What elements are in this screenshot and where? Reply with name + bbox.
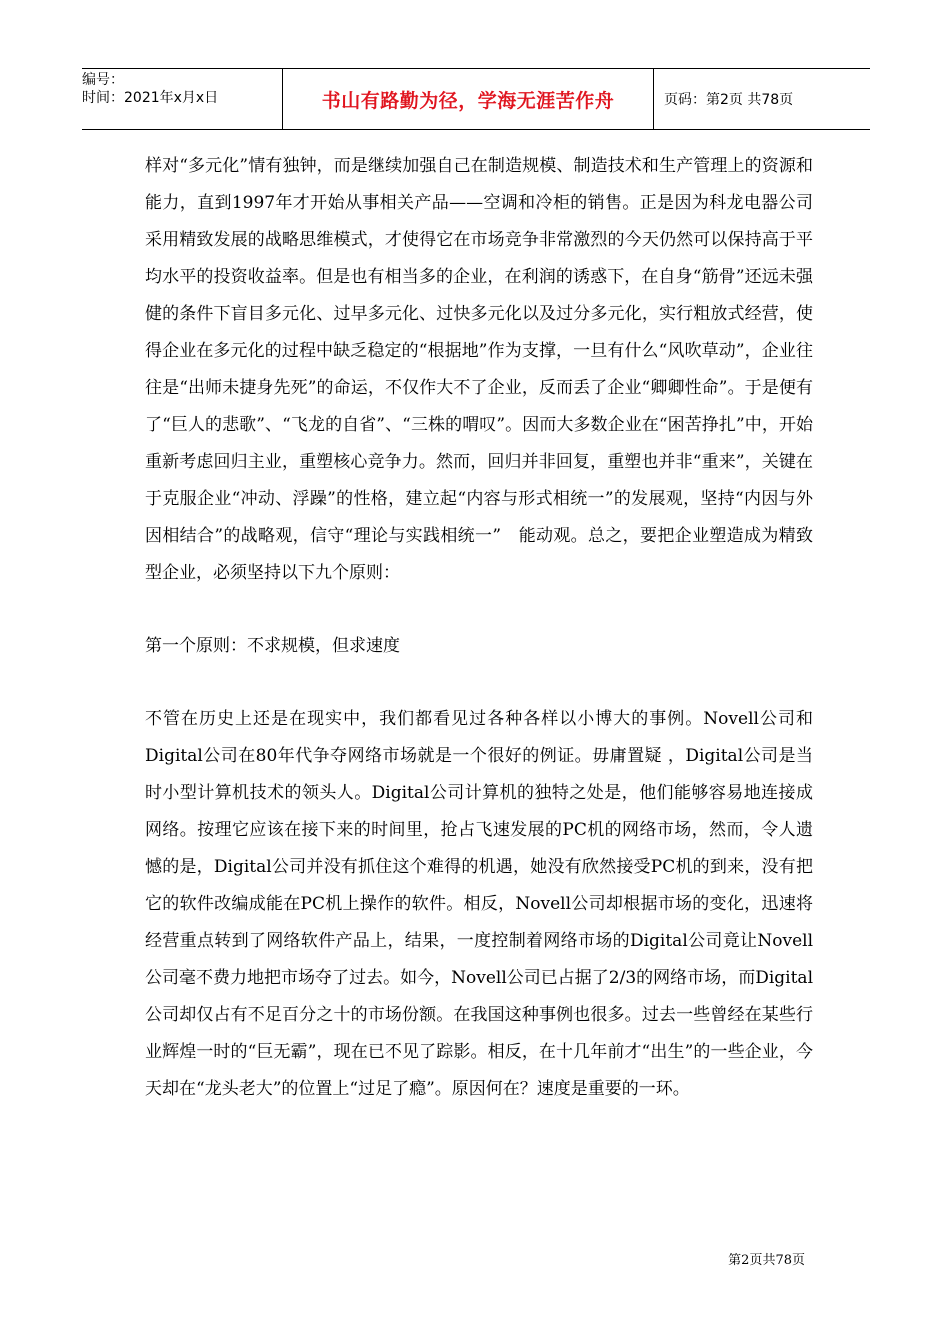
header-motto: 书山有路勤为径，学海无涯苦作舟	[321, 89, 615, 112]
document-time-label: 时间：2021年x月x日	[82, 90, 219, 106]
page-footer: 第2页共78页	[728, 1253, 805, 1268]
header-motto-cell	[282, 69, 654, 129]
page-header	[82, 68, 870, 130]
header-meta	[82, 69, 282, 129]
section-heading: 第一个原则：不求规模，但求速度	[145, 636, 400, 656]
document-body	[145, 148, 830, 1108]
paragraph-spacer	[145, 592, 813, 628]
body-paragraph: 不管在历史上还是在现实中，我们都看见过各种各样以小博大的事例。Novell公司和 Digital公司在80年代争夺网络市场就是一个很好的例证。毋庸置疑 ，Digital公司是当时小型计算机技术的领头人。Digital公司计算机的独特之处是，他们能够容易地连接成网络。按理它应该在接下来的时间里，抢占飞速发展的PC机的网络市场，然而，令人遗憾的是，Digital公司并没有抓住这个难得的机遇，她没有欣然接受PC机的到来，没有把它的软件改编成能在PC机上操作的软件。相反，Novell公司却根据市场的变化，迅速将经营重点转到了网络软件产品上，结果，一度控制着网络市场的Digital公司竟让Novell公司毫不费力地把市场夺了过去。如今，Novell公司已占据了2/3的网络市场，而Digital公司却仅占有不足百分之十的市场份额。在我国这种事例也很多。过去一些曾经在某些行业辉煌一时的“巨无霸”，现在已不见了踪影。相反，在十几年前才“出生”的一些企业，今天却在“龙头老大”的位置上“过足了瘾”。原因何在？速度是重要的一环。	[145, 709, 830, 1099]
header-page-number: 页码：第2页 共78页	[664, 92, 794, 108]
paragraph-spacer	[145, 665, 813, 701]
body-paragraph: 样对“多元化”情有独钟，而是继续加强自己在制造规模、制造技术和生产管理上的资源和能力，直到1997年才开始从事相关产品——空调和冷柜的销售。正是因为科龙电器公司采用精致发展的战略思维模式，才使得它在市场竞争非常激烈的今天仍然可以保持高于平均水平的投资收益率。但是也有相当多的企业，在利润的诱惑下，在自身“筋骨”还远未强健的条件下盲目多元化、过早多元化、过快多元化以及过分多元化，实行粗放式经营，使得企业在多元化的过程中缺乏稳定的“根据地”作为支撑，一旦有什么“风吹草动”，企业往往是“出师未捷身先死”的命运，不仅作大不了企业，反而丢了企业“卿卿性命”。于是便有了“巨人的悲歌”、“飞龙的自省”、“三株的喟叹”。因而大多数企业在“困苦挣扎”中，开始重新考虑回归主业，重塑核心竞争力。然而，回归并非回复，重塑也并非“重来”，关键在于克服企业“冲动、浮躁”的性格，建立起“内容与形式相统一”的发展观，坚持“内因与外因相结合”的战略观，信守“理论与实践相统一” 能动观。总之，要把企业塑造成为精致型企业，必须坚持以下九个原则：	[145, 156, 813, 583]
header-page-cell	[654, 69, 870, 129]
document-number-label: 编号：	[82, 72, 124, 88]
